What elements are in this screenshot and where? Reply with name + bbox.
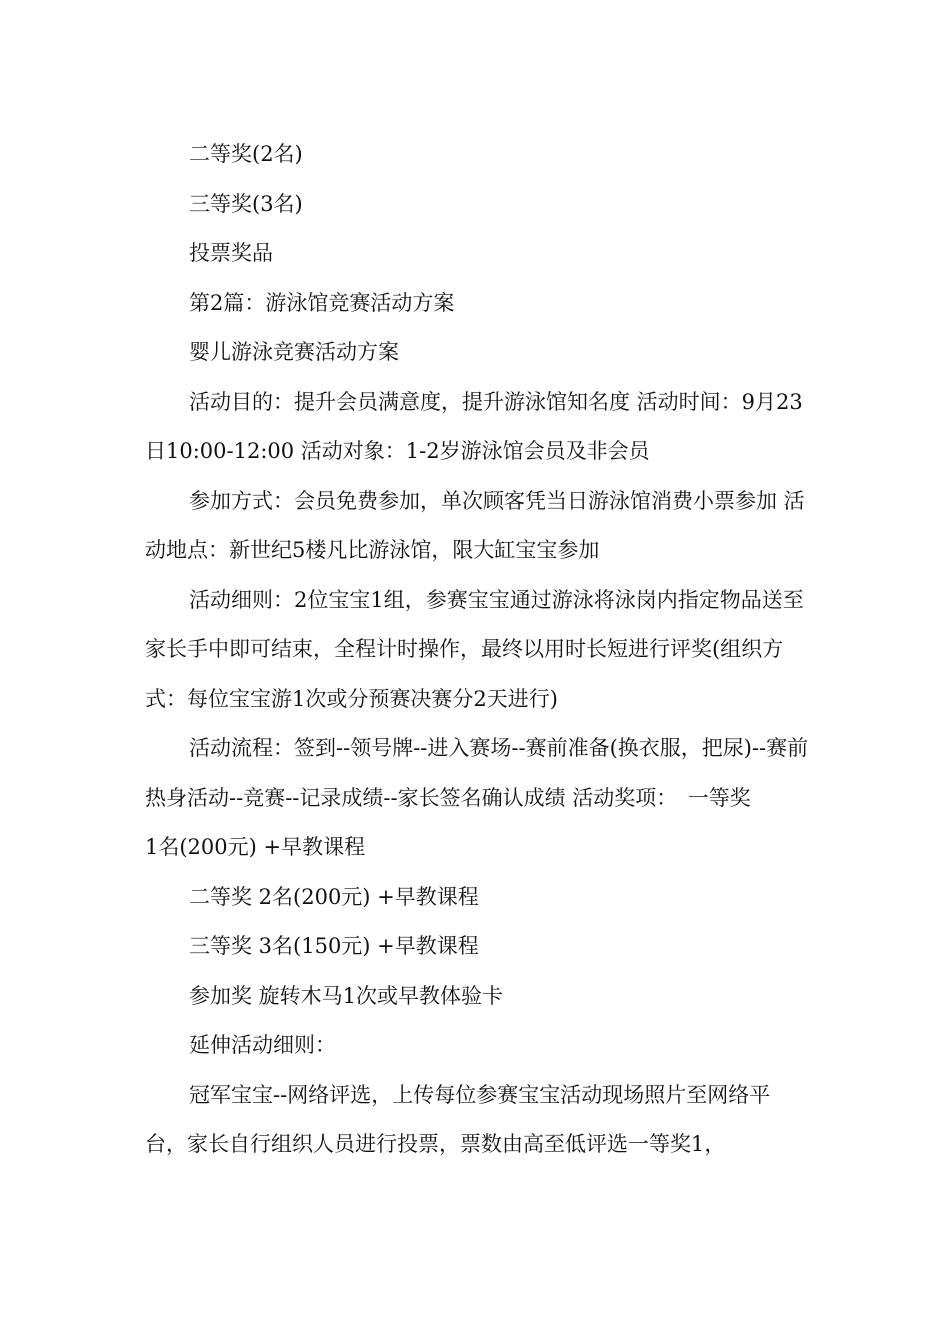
document-title: 婴儿游泳竞赛活动方案 xyxy=(189,340,399,364)
paragraph: 三等奖 3名(150元) +早教课程 xyxy=(189,934,479,958)
paragraph: 三等奖(3名) xyxy=(189,191,303,216)
paragraph: 活动流程：签到--领号牌--进入赛场--赛前准备(换衣服，把尿)--赛前热身活动--竞赛--记录成绩--家长签名确认成绩 活动奖项： 一等奖 xyxy=(145,736,809,810)
paragraph: 二等奖(2名) xyxy=(189,142,303,166)
paragraph: 1名(200元) +早教课程 xyxy=(145,835,366,859)
document-body xyxy=(145,130,810,1170)
paragraph: 活动细则：2位宝宝1组，参赛宝宝通过游泳将泳岗内指定物品送至家长手中即可结束，全程计时操作，最终以用时长短进行评奖(组织方式：每位宝宝游1次或分预赛决赛分2天进行) xyxy=(145,587,804,711)
paragraph: 参加奖 旋转木马1次或早教体验卡 xyxy=(189,983,504,1008)
section-heading: 第2篇：游泳馆竞赛活动方案 xyxy=(189,290,455,315)
paragraph: 参加方式：会员免费参加，单次顾客凭当日游泳馆消费小票参加 活动地点：新世纪5楼凡比游泳馆，限大缸宝宝参加 xyxy=(145,488,805,562)
paragraph: 活动目的：提升会员满意度，提升游泳馆知名度 活动时间：9月23日10:00-12:00 活动对象：1-2岁游泳馆会员及非会员 xyxy=(145,389,803,463)
paragraph: 二等奖 2名(200元) +早教课程 xyxy=(189,884,479,909)
paragraph: 延伸活动细则： xyxy=(189,1033,336,1057)
paragraph: 冠军宝宝--网络评选，上传每位参赛宝宝活动现场照片至网络平台，家长自行组织人员进行投票，票数由高至低评选一等奖1， xyxy=(145,1082,771,1156)
paragraph: 投票奖品 xyxy=(189,241,273,265)
